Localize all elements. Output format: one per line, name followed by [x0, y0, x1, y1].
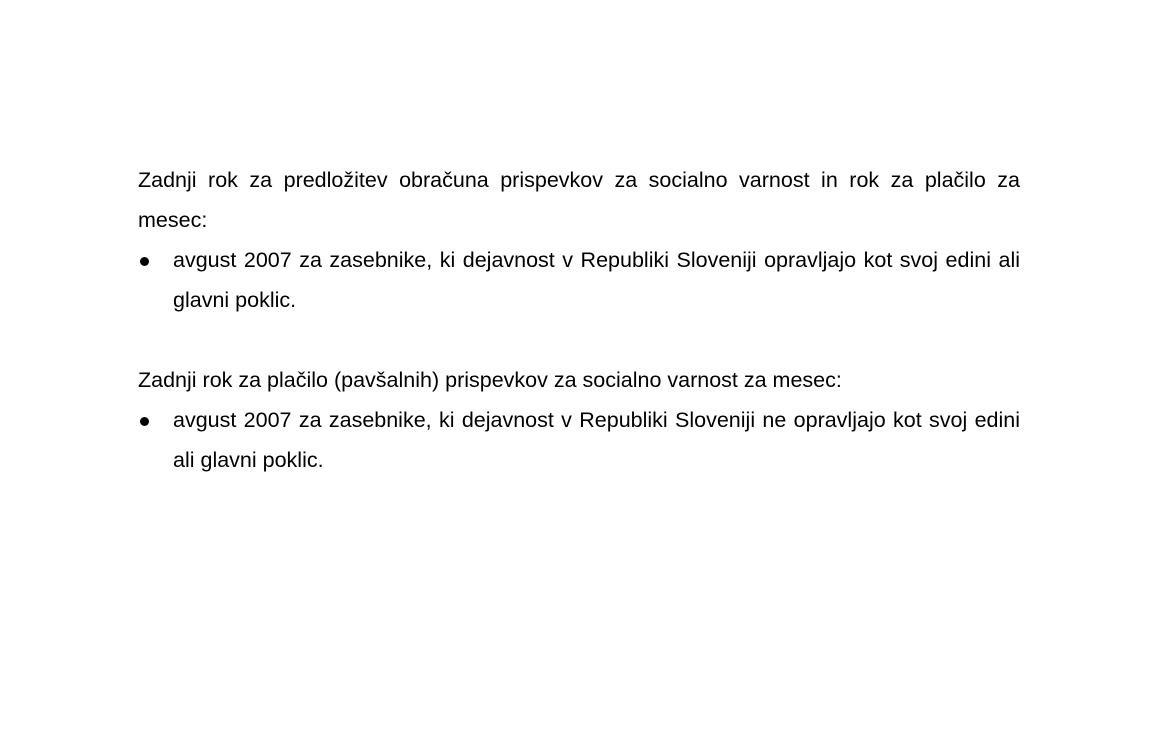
section-heading: Zadnji rok za plačilo (pavšalnih) prispevkov za socialno varnost za mesec: — [138, 368, 842, 392]
section-payment-deadline — [138, 360, 1020, 480]
bullet-icon — [140, 417, 149, 426]
list-item-text: avgust 2007 za zasebnike, ki dejavnost v Republiki Sloveniji opravljajo kot svoj edini ali glavni poklic. — [173, 248, 1020, 312]
list-item — [138, 400, 1020, 480]
bullet-list — [138, 400, 1020, 480]
bullet-list — [138, 240, 1020, 320]
list-item — [138, 240, 1020, 320]
section-heading: Zadnji rok za predložitev obračuna prispevkov za socialno varnost in rok za plačilo za mesec: — [138, 168, 1020, 232]
list-item-text: avgust 2007 za zasebnike, ki dejavnost v Republiki Sloveniji ne opravljajo kot svoj edini ali glavni poklic. — [173, 408, 1020, 472]
document-body — [138, 160, 1020, 480]
section-submission-deadline — [138, 160, 1020, 320]
bullet-icon — [140, 257, 149, 266]
